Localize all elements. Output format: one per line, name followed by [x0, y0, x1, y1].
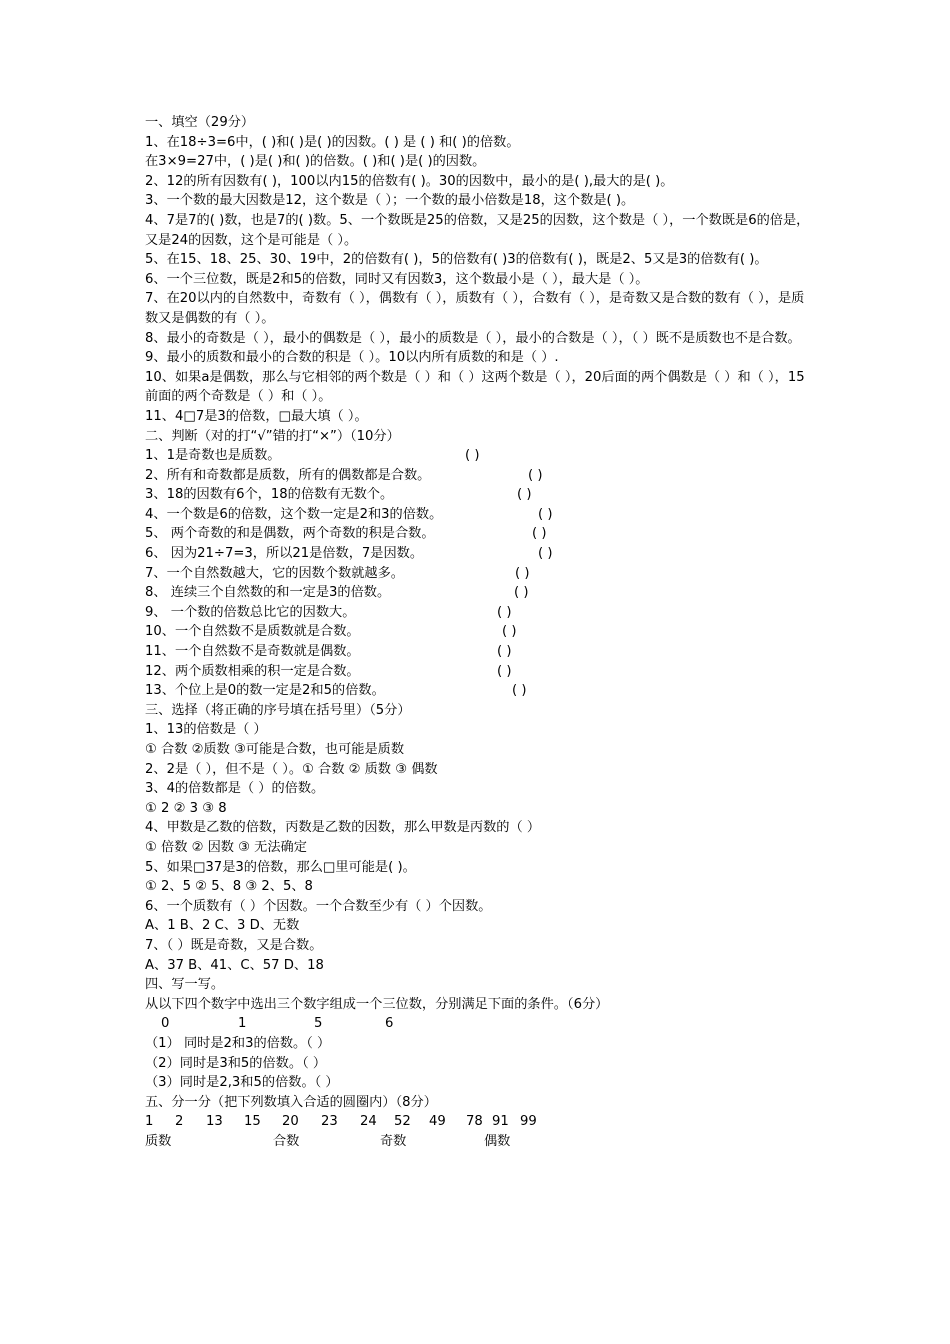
- judgment-blank[interactable]: ( ): [497, 663, 512, 679]
- question-line: 11、4□7是3的倍数，□最大填（ ）。: [145, 408, 368, 424]
- judgment-text: 4、一个数是6的倍数，这个数一定是2和3的倍数。: [145, 506, 443, 522]
- section-heading-write: 四、写一写。: [145, 977, 225, 993]
- judgment-item: [145, 681, 810, 701]
- judgment-item: [145, 446, 810, 466]
- choice-question: 7、（ ）既是奇数，又是合数。: [145, 937, 323, 953]
- number: 91: [492, 1114, 509, 1130]
- digit: 1: [238, 1016, 247, 1032]
- judgment-blank[interactable]: ( ): [538, 506, 553, 522]
- question-line: 2、12的所有因数有( )，100以内15的倍数有( )。30的因数中，最小的是( ),最大的是( )。: [145, 173, 674, 189]
- judgment-blank[interactable]: ( ): [514, 585, 529, 601]
- choice-options: A、1 B、2 C、3 D、无数: [145, 918, 300, 934]
- number: 52: [394, 1114, 411, 1130]
- write-section: [145, 1034, 810, 1112]
- judgment-section: [145, 446, 810, 701]
- judgment-blank[interactable]: ( ): [538, 546, 553, 562]
- category-label: 奇数: [380, 1133, 407, 1149]
- number: 1: [145, 1114, 154, 1130]
- choice-question: 1、13的倍数是（ ）: [145, 722, 267, 738]
- judgment-text: 5、 两个奇数的和是偶数，两个奇数的积是合数。: [145, 526, 435, 542]
- section-heading-choice: 三、选择（将正确的序号填在括号里）（5分）: [145, 702, 411, 718]
- judgment-item: [145, 466, 810, 486]
- choice-question: 3、4的倍数都是（ ）的倍数。: [145, 781, 325, 797]
- judgment-text: 7、一个自然数越大，它的因数个数就越多。: [145, 565, 404, 581]
- judgment-blank[interactable]: ( ): [497, 644, 512, 660]
- choice-question: 5、如果□37是3的倍数，那么□里可能是( )。: [145, 859, 416, 875]
- judgment-item: [145, 662, 810, 682]
- judgment-blank[interactable]: ( ): [512, 683, 527, 699]
- category-row: [145, 1132, 810, 1152]
- judgment-item: [145, 622, 810, 642]
- question-line: 8、最小的奇数是（ ），最小的偶数是（ ），最小的质数是（ ），最小的合数是（ ），（ ）既不是质数也不是合数。: [145, 330, 801, 346]
- digit: 5: [314, 1016, 323, 1032]
- question-line: 7、在20以内的自然数中，奇数有（ ），偶数有（ ），质数有（ ），合数有（ ），是奇数又是合数的数有（ ），是质数又是偶数的有（ ）。: [145, 291, 805, 326]
- choice-options: ① 合数 ②质数 ③可能是合数，也可能是质数: [145, 742, 405, 757]
- number: 15: [244, 1114, 261, 1130]
- choice-question: 2、2是（ ），但不是（ ）。① 合数 ② 质数 ③ 偶数: [145, 761, 438, 777]
- question-line: 10、如果a是偶数，那么与它相邻的两个数是（ ）和（ ）这两个数是（ ），20后面的两个偶数是（ ）和（ ），15前面的两个奇数是（ ）和（ ）。: [145, 369, 805, 405]
- worksheet: [145, 113, 810, 1151]
- question-line: 6、一个三位数，既是2和5的倍数，同时又有因数3，这个数最小是（ ），最大是（ ）。: [145, 271, 649, 287]
- choice-options: ① 2 ② 3 ③ 8: [145, 800, 227, 816]
- question-line: 4、7是7的( )数，也是7的( )数。5、一个数既是25的倍数，又是25的因数，这个数是（ ），一个数既是6的倍是，又是24的因数，这个是可能是（ ）。: [145, 212, 810, 248]
- judgment-blank[interactable]: ( ): [532, 526, 547, 542]
- judgment-blank[interactable]: ( ): [515, 565, 530, 581]
- judgment-text: 3、18的因数有6个，18的倍数有无数个。: [145, 487, 394, 503]
- choice-section: [145, 701, 810, 1015]
- judgment-text: 9、 一个数的倍数总比它的因数大。: [145, 604, 356, 620]
- category-label: 合数: [273, 1133, 300, 1149]
- write-instruction: 从以下四个数字中选出三个数字组成一个三位数，分别满足下面的条件。（6分）: [145, 996, 609, 1012]
- category-label: 偶数: [484, 1133, 511, 1149]
- digit-row: [145, 1014, 810, 1034]
- category-label: 质数: [145, 1133, 172, 1149]
- number: 78: [466, 1114, 483, 1130]
- question-line: 9、最小的质数和最小的合数的积是（ ）。10以内所有质数的和是（ ）.: [145, 350, 559, 366]
- question-line: 3、一个数的最大因数是12，这个数是（ ）；一个数的最小倍数是18，这个数是( )。: [145, 193, 635, 209]
- number: 24: [360, 1114, 377, 1130]
- number: 13: [206, 1114, 223, 1130]
- judgment-text: 10、一个自然数不是质数就是合数。: [145, 624, 360, 640]
- number: 2: [175, 1114, 184, 1130]
- judgment-text: 12、两个质数相乘的积一定是合数。: [145, 663, 360, 679]
- choice-question: 4、甲数是乙数的倍数，丙数是乙数的因数，那么甲数是丙数的（ ）: [145, 820, 541, 836]
- judgment-blank[interactable]: ( ): [465, 448, 480, 464]
- number: 20: [282, 1114, 299, 1130]
- question-line: 在3×9=27中，( )是( )和( )的倍数。( )和( )是( )的因数。: [145, 154, 486, 170]
- judgment-item: [145, 544, 810, 564]
- judgment-blank[interactable]: ( ): [517, 487, 532, 503]
- fill-in-section: [145, 113, 810, 446]
- judgment-text: 1、1是奇数也是质数。: [145, 448, 281, 464]
- number: 49: [429, 1114, 446, 1130]
- write-condition: （3）同时是2,3和5的倍数。（ ）: [145, 1075, 339, 1091]
- choice-options: A、37 B、41、C、57 D、18: [145, 957, 324, 973]
- judgment-item: [145, 524, 810, 544]
- judgment-blank[interactable]: ( ): [502, 624, 517, 640]
- judgment-text: 13、个位上是0的数一定是2和5的倍数。: [145, 683, 385, 699]
- number: 23: [321, 1114, 338, 1130]
- judgment-blank[interactable]: ( ): [528, 467, 543, 483]
- number-row: [145, 1112, 810, 1132]
- judgment-text: 8、 连续三个自然数的和一定是3的倍数。: [145, 585, 391, 601]
- judgment-item: [145, 505, 810, 525]
- question-line: 1、在18÷3=6中，( )和( )是( )的因数。( ) 是 ( ) 和( )的倍数。: [145, 134, 520, 150]
- digit: 0: [161, 1016, 170, 1032]
- judgment-blank[interactable]: ( ): [497, 604, 512, 620]
- section-heading-sort: 五、分一分（把下列数填入合适的圆圈内）（8分）: [145, 1094, 437, 1110]
- judgment-text: 2、所有和奇数都是质数，所有的偶数都是合数。: [145, 467, 431, 483]
- judgment-item: [145, 583, 810, 603]
- section-heading-judge: 二、判断（对的打“√”错的打“×”）（10分）: [145, 428, 400, 444]
- judgment-item: [145, 642, 810, 662]
- section-heading-fill: 一、填空（29分）: [145, 115, 255, 130]
- number: 99: [520, 1114, 537, 1130]
- judgment-text: 11、一个自然数不是奇数就是偶数。: [145, 644, 360, 660]
- choice-options: ① 2、5 ② 5、8 ③ 2、5、8: [145, 879, 313, 895]
- judgment-item: [145, 485, 810, 505]
- question-line: 5、在15、18、25、30、19中，2的倍数有( )，5的倍数有( )3的倍数有( )，既是2、5又是3的倍数有( )。: [145, 252, 768, 268]
- write-condition: （1） 同时是2和3的倍数。（ ）: [145, 1035, 331, 1051]
- judgment-text: 6、 因为21÷7=3，所以21是倍数，7是因数。: [145, 546, 424, 562]
- choice-question: 6、一个质数有（ ）个因数。一个合数至少有（ ）个因数。: [145, 898, 492, 914]
- judgment-item: [145, 603, 810, 623]
- judgment-item: [145, 564, 810, 584]
- write-condition: （2）同时是3和5的倍数。（ ）: [145, 1055, 327, 1071]
- choice-options: ① 倍数 ② 因数 ③ 无法确定: [145, 839, 307, 855]
- digit: 6: [385, 1016, 394, 1032]
